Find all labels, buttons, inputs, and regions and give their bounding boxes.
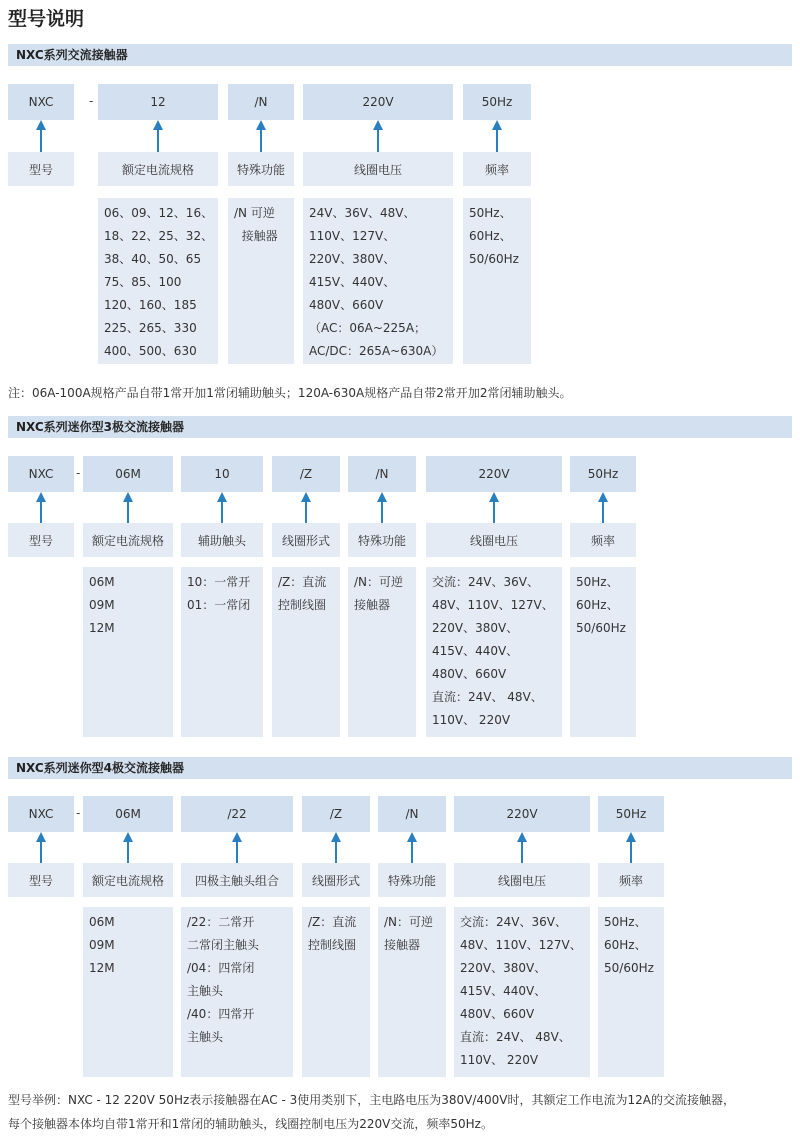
content-line: 12M bbox=[89, 961, 115, 975]
content-line: 120、160、185 bbox=[104, 298, 197, 312]
content-line: 480V、660V bbox=[432, 667, 507, 681]
code-box: /N bbox=[378, 796, 446, 832]
code-box: NXC bbox=[8, 796, 74, 832]
content-box bbox=[378, 907, 446, 1077]
content-line: 12M bbox=[89, 621, 115, 635]
content-line: 415V、440V、 bbox=[460, 984, 547, 998]
content-line: 225、265、330 bbox=[104, 321, 197, 335]
content-line: 220V、380V、 bbox=[309, 252, 396, 266]
content-line: 直流：24V、 48V、 bbox=[432, 690, 543, 704]
content-line: 接触器 bbox=[354, 598, 391, 612]
content-line: 48V、110V、127V、 bbox=[432, 598, 554, 612]
content-line: 220V、380V、 bbox=[432, 621, 519, 635]
content-box bbox=[426, 567, 562, 737]
content-line: （AC：06A~225A； bbox=[309, 321, 427, 335]
content-line: /Z：直流 bbox=[278, 575, 327, 589]
content-line: 50/60Hz bbox=[604, 961, 654, 975]
label-box: 辅助触头 bbox=[181, 523, 263, 557]
arrow-up-icon bbox=[492, 120, 502, 152]
content-line: 二常闭主触头 bbox=[187, 938, 260, 952]
code-box: 50Hz bbox=[598, 796, 664, 832]
content-line: 09M bbox=[89, 598, 115, 612]
code-box: /N bbox=[228, 84, 294, 120]
arrow-up-icon bbox=[36, 832, 46, 864]
content-line: 01：一常闭 bbox=[187, 598, 251, 612]
content-box bbox=[348, 567, 416, 737]
label-box: 特殊功能 bbox=[378, 863, 446, 897]
content-box bbox=[228, 198, 294, 364]
code-box: /N bbox=[348, 456, 416, 492]
content-line: 400、500、630 bbox=[104, 344, 197, 358]
label-box: 线圈形式 bbox=[272, 523, 340, 557]
content-line: 18、22、25、32、 bbox=[104, 229, 214, 243]
content-box bbox=[303, 198, 453, 364]
arrow-up-icon bbox=[301, 492, 311, 524]
content-line: 480V、660V bbox=[309, 298, 384, 312]
label-box: 额定电流规格 bbox=[83, 523, 173, 557]
content-line: 10：一常开 bbox=[187, 575, 251, 589]
content-line: 60Hz、 bbox=[604, 938, 647, 952]
content-line: 接触器 bbox=[384, 938, 421, 952]
content-box bbox=[83, 567, 173, 737]
page-title: 型号说明 bbox=[8, 8, 85, 30]
label-box: 线圈电压 bbox=[454, 863, 590, 897]
arrow-up-icon bbox=[517, 832, 527, 864]
label-box: 线圈电压 bbox=[303, 152, 453, 186]
label-box: 特殊功能 bbox=[348, 523, 416, 557]
content-line: /N 可逆 bbox=[234, 206, 275, 220]
content-line: 415V、440V、 bbox=[432, 644, 519, 658]
content-line: 50/60Hz bbox=[576, 621, 626, 635]
content-line: 50Hz、 bbox=[576, 575, 619, 589]
code-box: NXC bbox=[8, 84, 74, 120]
content-line: 38、40、50、65 bbox=[104, 252, 202, 266]
content-box bbox=[454, 907, 590, 1077]
content-line: 主触头 bbox=[187, 1030, 224, 1044]
content-box bbox=[598, 907, 664, 1077]
content-line: 220V、380V、 bbox=[460, 961, 547, 975]
example-note-line: 每个接触器本体均自带1常开和1常闭的辅助触头，线圈控制电压为220V交流，频率50Hz。 bbox=[8, 1117, 493, 1131]
content-box bbox=[302, 907, 370, 1077]
code-box: 220V bbox=[426, 456, 562, 492]
content-line: /N：可逆 bbox=[384, 915, 434, 929]
example-note-line: 型号举例：NXC - 12 220V 50Hz表示接触器在AC - 3使用类别下，主电路电压为380V/400V时，其额定工作电流为12A的交流接触器， bbox=[8, 1093, 735, 1107]
content-line: 48V、110V、127V、 bbox=[460, 938, 582, 952]
content-line: 480V、660V bbox=[460, 1007, 535, 1021]
content-line: 75、85、100 bbox=[104, 275, 182, 289]
label-box: 频率 bbox=[570, 523, 636, 557]
content-box bbox=[272, 567, 340, 737]
content-box bbox=[181, 567, 263, 737]
label-box: 频率 bbox=[598, 863, 664, 897]
section-title-bar: NXC系列迷你型4极交流接触器 bbox=[8, 757, 792, 779]
arrow-up-icon bbox=[626, 832, 636, 864]
content-line: 09M bbox=[89, 938, 115, 952]
label-box: 额定电流规格 bbox=[98, 152, 218, 186]
content-line: 控制线圈 bbox=[308, 938, 357, 952]
content-line: 接触器 bbox=[234, 229, 278, 243]
content-box bbox=[83, 907, 173, 1077]
separator-dash: - bbox=[76, 466, 81, 480]
content-line: AC/DC：265A~630A） bbox=[309, 344, 444, 358]
section-title-bar: NXC系列交流接触器 bbox=[8, 44, 792, 66]
content-line: 06M bbox=[89, 575, 115, 589]
label-box: 频率 bbox=[463, 152, 531, 186]
code-box: /Z bbox=[302, 796, 370, 832]
label-box: 额定电流规格 bbox=[83, 863, 173, 897]
code-box: 50Hz bbox=[463, 84, 531, 120]
arrow-up-icon bbox=[36, 120, 46, 152]
arrow-up-icon bbox=[377, 492, 387, 524]
content-line: 06M bbox=[89, 915, 115, 929]
code-box: NXC bbox=[8, 456, 74, 492]
content-line: 控制线圈 bbox=[278, 598, 327, 612]
content-box bbox=[570, 567, 636, 737]
content-line: 主触头 bbox=[187, 984, 224, 998]
section-note: 注：06A-100A规格产品自带1常开加1常闭辅助触头；120A-630A规格产品自带2常开加2常闭辅助触头。 bbox=[8, 386, 572, 400]
content-line: 60Hz、 bbox=[469, 229, 512, 243]
code-box: 10 bbox=[181, 456, 263, 492]
arrow-up-icon bbox=[232, 832, 242, 864]
content-box bbox=[98, 198, 218, 364]
separator-dash: - bbox=[89, 94, 94, 108]
code-box: 06M bbox=[83, 796, 173, 832]
content-line: 60Hz、 bbox=[576, 598, 619, 612]
code-box: 06M bbox=[83, 456, 173, 492]
content-line: 50Hz、 bbox=[469, 206, 512, 220]
arrow-up-icon bbox=[123, 832, 133, 864]
content-line: 06、09、12、16、 bbox=[104, 206, 214, 220]
label-box: 型号 bbox=[8, 863, 74, 897]
content-line: 交流：24V、36V、 bbox=[460, 915, 567, 929]
arrow-up-icon bbox=[217, 492, 227, 524]
content-line: 110V、 220V bbox=[432, 713, 511, 727]
arrow-up-icon bbox=[598, 492, 608, 524]
content-line: /40：四常开 bbox=[187, 1007, 255, 1021]
content-line: 110V、127V、 bbox=[309, 229, 396, 243]
label-box: 线圈电压 bbox=[426, 523, 562, 557]
content-line: 交流：24V、36V、 bbox=[432, 575, 539, 589]
arrow-up-icon bbox=[407, 832, 417, 864]
content-line: /Z：直流 bbox=[308, 915, 357, 929]
content-line: 直流：24V、 48V、 bbox=[460, 1030, 571, 1044]
label-box: 型号 bbox=[8, 523, 74, 557]
content-box bbox=[463, 198, 531, 364]
label-box: 线圈形式 bbox=[302, 863, 370, 897]
content-line: /N：可逆 bbox=[354, 575, 404, 589]
label-box: 型号 bbox=[8, 152, 74, 186]
separator-dash: - bbox=[76, 806, 81, 820]
code-box: 50Hz bbox=[570, 456, 636, 492]
arrow-up-icon bbox=[256, 120, 266, 152]
code-box: 12 bbox=[98, 84, 218, 120]
content-line: 50/60Hz bbox=[469, 252, 519, 266]
arrow-up-icon bbox=[331, 832, 341, 864]
content-line: 24V、36V、48V、 bbox=[309, 206, 416, 220]
content-box bbox=[181, 907, 293, 1077]
arrow-up-icon bbox=[153, 120, 163, 152]
arrow-up-icon bbox=[36, 492, 46, 524]
arrow-up-icon bbox=[373, 120, 383, 152]
code-box: 220V bbox=[303, 84, 453, 120]
content-line: 415V、440V、 bbox=[309, 275, 396, 289]
code-box: /22 bbox=[181, 796, 293, 832]
code-box: /Z bbox=[272, 456, 340, 492]
content-line: 50Hz、 bbox=[604, 915, 647, 929]
code-box: 220V bbox=[454, 796, 590, 832]
label-box: 四极主触头组合 bbox=[181, 863, 293, 897]
content-line: 110V、 220V bbox=[460, 1053, 539, 1067]
section-title-bar: NXC系列迷你型3极交流接触器 bbox=[8, 416, 792, 438]
content-line: /22：二常开 bbox=[187, 915, 255, 929]
arrow-up-icon bbox=[123, 492, 133, 524]
label-box: 特殊功能 bbox=[228, 152, 294, 186]
content-line: /04：四常闭 bbox=[187, 961, 255, 975]
arrow-up-icon bbox=[489, 492, 499, 524]
